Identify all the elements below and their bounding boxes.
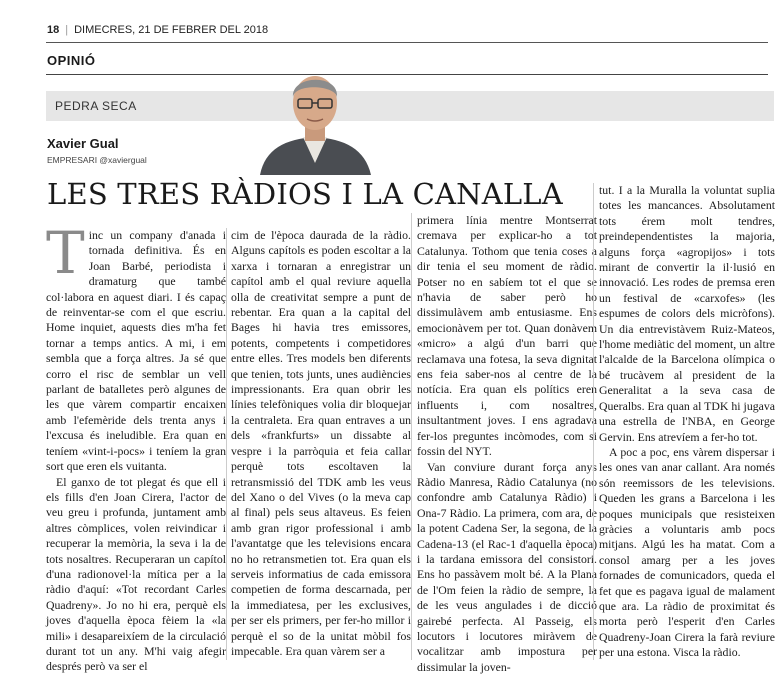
author-role: EMPRESARI @xaviergual — [47, 155, 147, 165]
section-rule — [46, 74, 768, 75]
drop-cap: T — [46, 230, 85, 276]
article-column-1 — [46, 228, 226, 675]
column-band — [46, 91, 774, 121]
publication-date: DIMECRES, 21 DE FEBRER DEL 2018 — [74, 24, 268, 36]
article-paragraph: El ganxo de tot plegat és que ell i els fills d'en Joan Cirera, l'actor de veu greu i profunda, juntament amb altres còmplices, volen reivindicar i recuperar la memòria, la seva i la de tots nosaltres. Recuperaran un capítol d'una radionovel·la mítica per a la ràdio d'aquí: «Tot recordant Carles Quadreny». Jo no hi era, perquè els joves d'aquella època fèiem la «la mili» i desapareixíem de la circulació durant tot un any. M'hi vaig afegir després però va ser el — [46, 475, 226, 675]
header-separator: | — [65, 24, 68, 36]
article-paragraph: tut. I a la Muralla la voluntat suplia totes les mancances. Absolutament tots érem molt tendres, preindependentistes la majoria, alguns força «agropijos» i tots mirant de convertir la il·lusió en innovació. Les rodes de premsa eren un festival de «carxofes» (les espumes de colors dels micròfons). Un dia entrevistàvem Ruiz-Mateos, l'home mediàtic del moment, un altre l'alcalde de la Barcelona olímpica o bé trucàvem al president de la Generalitat a la seva casa de Queralbs. Era quan al TDK hi jugava una estrella de l'NBA, en George Gervin. Ens atrevíem a fer-ho tot. — [599, 183, 775, 445]
author-photo — [255, 67, 375, 175]
column-divider — [226, 228, 227, 660]
article-headline: LES TRES RÀDIOS I LA CANALLA — [47, 180, 587, 209]
article-paragraph: cim de l'època daurada de la ràdio. Alguns capítols es poden escoltar a la xarxa i tornaran a enregistrar un capítol amb el qual reviure aquella olla de creativitat sempre a punt de rebentar. Era quan a la capital del Bages hi havia tres emissores, potents, competents i competidores entre elles. Tres models ben diferents que tenien, tots junts, unes audiències impressionants. Era quan obrir les línies telefòniques volia dir bloquejar la centraleta. Era quan entraves a un dels «frankfurts» un dissabte al vespre i la parròquia et feia callar perquè tots escoltaven la retransmissió del TDK amb les veus del Xano o del Vives (o la meva cap al final) pels seus altaveus. Es feien amb gran rigor professional i amb l'avantatge que les televisions encara no ho retransmetien tot. Era quan els serveis informatius de cada emissora competien de forma descarnada, per la immediatesa, per les exclusives, per ser els primers, per fer-ho millor i perquè el so de la unitat mòbil fos impecable. Era quan vàrem ser a — [231, 228, 411, 659]
column-divider — [593, 183, 594, 660]
article-column-4 — [599, 183, 775, 661]
page-number: 18 — [47, 24, 59, 36]
header-rule — [46, 42, 768, 43]
section-title: OPINIÓ — [47, 53, 96, 68]
page-header — [47, 24, 268, 36]
article-paragraph: A poc a poc, ens vàrem dispersar i les ones van anar callant. Ara només són reemissors de les televisions. Queden les grans a Barcelona i les poques municipals que resisteixen gràcies a voluntaris amb pocs mitjans. Algú les ha matat. Com a consol amarg per a les joves fornades de comunicadors, queda el fet que es pagava igual de malament que ara. La ràdio de proximitat és morta però l'esperit d'en Carles Quadreny-Joan Cirera la farà reviure per una estona. Visca la ràdio. — [599, 445, 775, 661]
article-paragraph: inc un company d'anada i tornada definitiva. És en Joan Barbé, periodista i dramaturg que també col·labora en aquest diari. I és capaç de reinventar-se com el que escriu. Home inquiet, aquests dies m'ha fet tornar a temps antics. A mi, i em sembla que a força altres. Ja sé que corro el risc de semblar un vell parlant de batalletes però algunes de les que vàrem compartir encaixen amb l'efemèride dels trenta anys i l'excusa és ineludible. Era quan en teníem «vint-i-pocs» i teníem la gran sort que eren els vuitanta. — [46, 228, 226, 475]
column-name: PEDRA SECA — [55, 99, 137, 113]
article-column-3 — [417, 213, 597, 675]
article-column-2 — [231, 228, 411, 659]
article-paragraph: primera línia mentre Montserrat cremava per explicar-ho a tot Catalunya. Tothom que tenia coses a dir tenia el seu moment de ràdio. Potser no en sabíem tot el que se n'havia de saber però ho dissimulàvem amb entusiasme. Ens emocionàvem per tot. Quan donàvem «micro» a algú d'un barri que reclamava una fotesa, la seva dignitat ens feia saber-nos al centre de la notícia. Era quan els polítics eren influents i, com nosaltres, insultantment joves. I ens agradava fer-los preguntes incòmodes, com si fossin del NYT. — [417, 213, 597, 460]
article-paragraph: Van conviure durant força anys Ràdio Manresa, Ràdio Catalunya (no confondre amb Catalunya Ràdio) i Ona-7 Ràdio. La primera, com ara, de la potent Cadena Ser, la segona, de la Cadena-13 (el Rac-1 d'aquella època) i la tardana emissora del consistori. Ens ho passàvem molt bé. A la Plana de l'Om feien la ràdio de sempre, la de les veus angulades i de dicció gairebé perfecta. Al Passeig, els locutors i locutores miràvem de vocalitzar amb impostura per dissimular la joven- — [417, 460, 597, 675]
column-divider — [411, 213, 412, 660]
author-name: Xavier Gual — [47, 136, 119, 151]
